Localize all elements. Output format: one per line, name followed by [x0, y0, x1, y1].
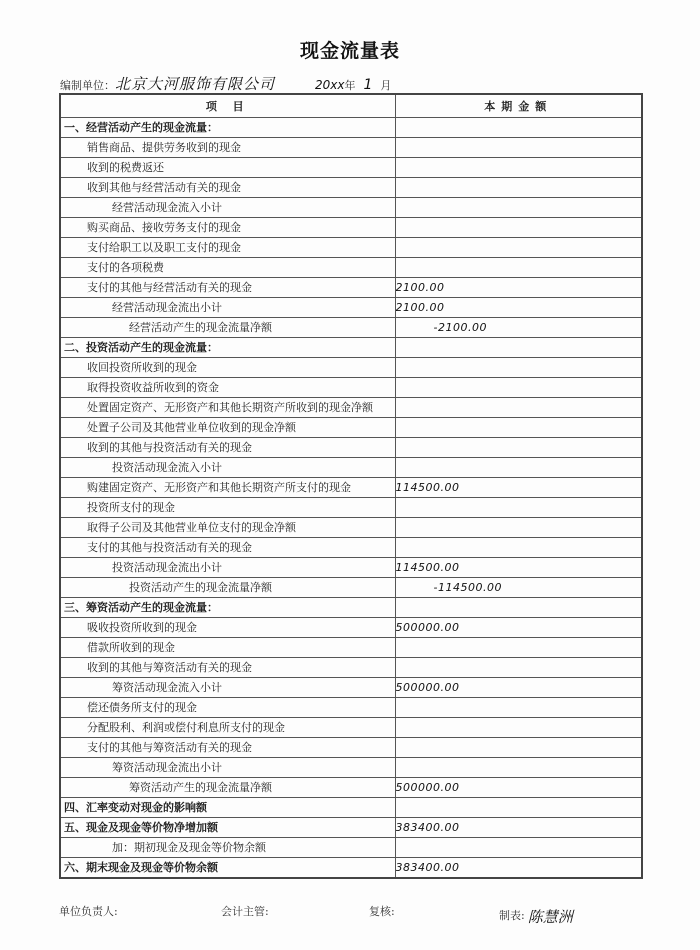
row-amount [395, 698, 642, 718]
table-row [60, 678, 642, 698]
table-row [60, 438, 642, 458]
table-row [60, 798, 642, 818]
table-row [60, 698, 642, 718]
row-label: 收到的税费返还 [60, 158, 395, 178]
row-amount [395, 198, 642, 218]
row-amount [395, 758, 642, 778]
row-amount [395, 158, 642, 178]
row-label: 收到的其他与筹资活动有关的现金 [60, 658, 395, 678]
row-amount [395, 638, 642, 658]
report-year: 20xx [315, 78, 345, 92]
table-row [60, 158, 642, 178]
row-amount [395, 498, 642, 518]
table-row [60, 758, 642, 778]
row-label: 六、期末现金及现金等价物余额 [60, 858, 395, 879]
cash-flow-table [59, 93, 643, 879]
table-row [60, 258, 642, 278]
row-label: 二、投资活动产生的现金流量： [60, 338, 395, 358]
table-body [60, 118, 642, 879]
table-row [60, 198, 642, 218]
row-amount: 2100.00 [395, 298, 642, 318]
row-label: 三、筹资活动产生的现金流量： [60, 598, 395, 618]
row-label: 投资活动现金流入小计 [60, 458, 395, 478]
table-row [60, 858, 642, 879]
row-label: 销售商品、提供劳务收到的现金 [60, 138, 395, 158]
table-row [60, 498, 642, 518]
table-row [60, 138, 642, 158]
row-amount [395, 438, 642, 458]
table-row [60, 658, 642, 678]
row-label: 筹资活动现金流出小计 [60, 758, 395, 778]
row-label: 吸收投资所收到的现金 [60, 618, 395, 638]
row-label: 投资活动现金流出小计 [60, 558, 395, 578]
table-row [60, 738, 642, 758]
table-row [60, 238, 642, 258]
row-amount: -114500.00 [395, 578, 642, 598]
row-amount [395, 258, 642, 278]
unit-head-label: 单位负责人: [59, 905, 118, 918]
row-amount [395, 718, 642, 738]
row-label: 支付的其他与筹资活动有关的现金 [60, 738, 395, 758]
row-label: 加：期初现金及现金等价物余额 [60, 838, 395, 858]
table-row [60, 718, 642, 738]
row-amount [395, 238, 642, 258]
row-label: 筹资活动产生的现金流量净额 [60, 778, 395, 798]
preparer-label: 制表: [499, 909, 525, 922]
row-amount: 114500.00 [395, 478, 642, 498]
preparer-signature: 陈慧洲 [527, 908, 573, 926]
document-meta [60, 73, 391, 94]
table-row [60, 578, 642, 598]
table-row [60, 398, 642, 418]
table-row [60, 418, 642, 438]
row-amount: 383400.00 [395, 858, 642, 879]
row-label: 取得子公司及其他营业单位支付的现金净额 [60, 518, 395, 538]
row-label: 分配股利、利润或偿付利息所支付的现金 [60, 718, 395, 738]
row-amount [395, 798, 642, 818]
row-amount [395, 338, 642, 358]
row-amount [395, 378, 642, 398]
row-amount [395, 218, 642, 238]
row-label: 购建固定资产、无形资产和其他长期资产所支付的现金 [60, 478, 395, 498]
row-amount: 383400.00 [395, 818, 642, 838]
row-label: 经营活动现金流出小计 [60, 298, 395, 318]
table-row [60, 178, 642, 198]
row-amount [395, 838, 642, 858]
year-suffix: 年 [344, 79, 356, 92]
row-label: 收到其他与经营活动有关的现金 [60, 178, 395, 198]
row-label: 四、汇率变动对现金的影响额 [60, 798, 395, 818]
row-amount [395, 358, 642, 378]
table-row [60, 378, 642, 398]
table-row [60, 838, 642, 858]
table-row [60, 558, 642, 578]
row-label: 借款所收到的现金 [60, 638, 395, 658]
table-row [60, 298, 642, 318]
row-amount [395, 138, 642, 158]
header-item: 项 目 [60, 94, 395, 118]
table-row [60, 318, 642, 338]
row-amount [395, 518, 642, 538]
preparer-block [499, 903, 573, 924]
row-amount [395, 658, 642, 678]
row-amount [395, 178, 642, 198]
row-amount: 114500.00 [395, 558, 642, 578]
row-label: 处置固定资产、无形资产和其他长期资产所收到的现金净额 [60, 398, 395, 418]
month-suffix: 月 [380, 79, 392, 92]
row-amount: 500000.00 [395, 678, 642, 698]
header-amount: 本期金额 [395, 94, 642, 118]
table-row [60, 458, 642, 478]
table-row [60, 278, 642, 298]
row-amount: 2100.00 [395, 278, 642, 298]
table-row [60, 778, 642, 798]
table-row [60, 478, 642, 498]
accounting-supervisor-label: 会计主管: [221, 905, 269, 918]
table-row [60, 118, 642, 138]
table-row [60, 618, 642, 638]
report-month: 1 [363, 77, 373, 93]
row-label: 一、经营活动产生的现金流量： [60, 118, 395, 138]
row-label: 投资活动产生的现金流量净额 [60, 578, 395, 598]
row-label: 处置子公司及其他营业单位收到的现金净额 [60, 418, 395, 438]
row-label: 支付给职工以及职工支付的现金 [60, 238, 395, 258]
row-amount [395, 118, 642, 138]
document-title: 现金流量表 [299, 40, 400, 62]
table-row [60, 538, 642, 558]
row-amount [395, 598, 642, 618]
row-label: 购买商品、接收劳务支付的现金 [60, 218, 395, 238]
row-amount: 500000.00 [395, 618, 642, 638]
company-name: 北京大河服饰有限公司 [115, 75, 276, 93]
row-amount [395, 458, 642, 478]
row-label: 支付的其他与经营活动有关的现金 [60, 278, 395, 298]
row-label: 经营活动产生的现金流量净额 [60, 318, 395, 338]
table-row [60, 518, 642, 538]
row-label: 支付的各项税费 [60, 258, 395, 278]
table-row [60, 638, 642, 658]
row-amount [395, 738, 642, 758]
table-row [60, 218, 642, 238]
reviewer-label: 复核: [369, 905, 395, 918]
row-amount [395, 418, 642, 438]
row-label: 收回投资所收到的现金 [60, 358, 395, 378]
row-label: 收到的其他与投资活动有关的现金 [60, 438, 395, 458]
row-label: 筹资活动现金流入小计 [60, 678, 395, 698]
table-header-row [60, 94, 642, 118]
table-row [60, 338, 642, 358]
row-label: 支付的其他与投资活动有关的现金 [60, 538, 395, 558]
row-label: 投资所支付的现金 [60, 498, 395, 518]
table-row [60, 598, 642, 618]
row-amount: 500000.00 [395, 778, 642, 798]
row-amount [395, 398, 642, 418]
row-amount [395, 538, 642, 558]
table-row [60, 818, 642, 838]
compiler-label: 编制单位： [60, 79, 115, 92]
row-amount: -2100.00 [395, 318, 642, 338]
row-label: 经营活动现金流入小计 [60, 198, 395, 218]
row-label: 偿还债务所支付的现金 [60, 698, 395, 718]
row-label: 取得投资收益所收到的资金 [60, 378, 395, 398]
row-label: 五、现金及现金等价物净增加额 [60, 818, 395, 838]
table-row [60, 358, 642, 378]
